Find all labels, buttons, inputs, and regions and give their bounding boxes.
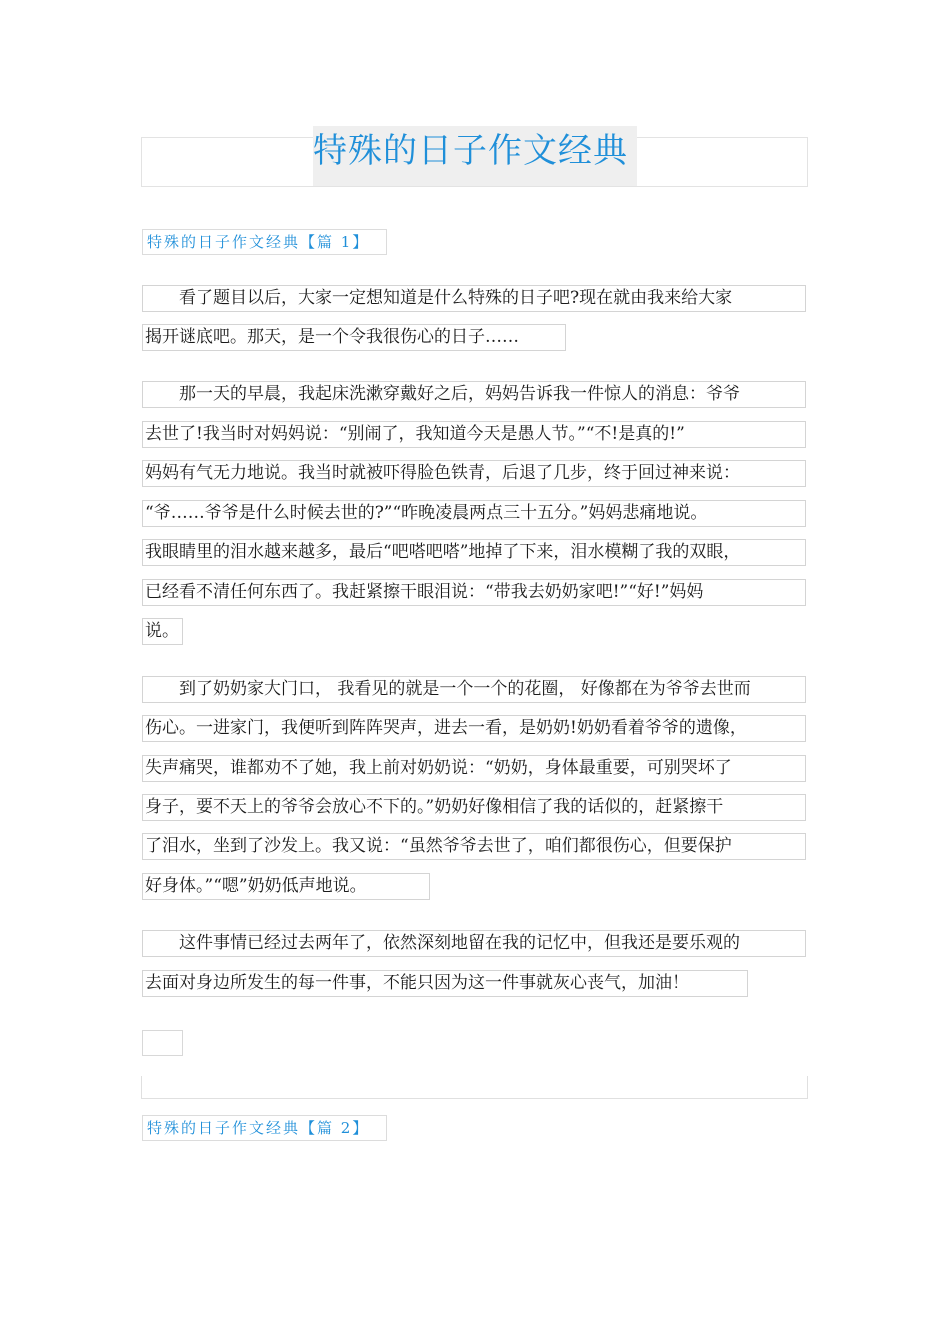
paragraph-1-line-1: 看了题目以后，大家一定想知道是什么特殊的日子吧?现在就由我来给大家	[142, 285, 806, 312]
paragraph-3-line-3: 失声痛哭，谁都劝不了她，我上前对奶奶说：“奶奶，身体最重要，可别哭坏了	[142, 755, 806, 782]
paragraph-3-line-6: 好身体。”“嗯”奶奶低声地说。	[142, 873, 430, 900]
paragraph-2-line-2: 去世了!我当时对妈妈说：“别闹了，我知道今天是愚人节。”“不!是真的!”	[142, 421, 806, 448]
section-heading-1: 特殊的日子作文经典【篇 1】	[142, 229, 387, 255]
empty-line-box	[142, 1030, 183, 1056]
paragraph-2-line-7: 说。	[142, 618, 183, 645]
paragraph-3-line-5: 了泪水，坐到了沙发上。我又说：“虽然爷爷去世了，咱们都很伤心，但要保护	[142, 833, 806, 860]
paragraph-2-line-1: 那一天的早晨，我起床洗漱穿戴好之后，妈妈告诉我一件惊人的消息：爷爷	[142, 381, 806, 408]
paragraph-2-line-5: 我眼睛里的泪水越来越多，最后“吧嗒吧嗒”地掉了下来，泪水模糊了我的双眼，	[142, 539, 806, 566]
paragraph-4-line-2: 去面对身边所发生的每一件事，不能只因为这一件事就灰心丧气，加油！	[142, 970, 748, 997]
paragraph-4-line-1: 这件事情已经过去两年了，依然深刻地留在我的记忆中，但我还是要乐观的	[142, 930, 806, 957]
paragraph-1-line-2: 揭开谜底吧。那天，是一个令我很伤心的日子……	[142, 324, 566, 351]
paragraph-3-line-2: 伤心。一进家门，我便听到阵阵哭声，进去一看，是奶奶!奶奶看着爷爷的遗像，	[142, 715, 806, 742]
paragraph-2-line-6: 已经看不清任何东西了。我赶紧擦干眼泪说：“带我去奶奶家吧!”“好!”妈妈	[142, 579, 806, 606]
document-title: 特殊的日子作文经典	[313, 131, 628, 171]
paragraph-3-line-4: 身子，要不天上的爷爷会放心不下的。”奶奶好像相信了我的话似的，赶紧擦干	[142, 794, 806, 821]
section-divider	[141, 1076, 808, 1099]
paragraph-3-line-1: 到了奶奶家大门口， 我看见的就是一个一个的花圈， 好像都在为爷爷去世而	[142, 676, 806, 703]
paragraph-2-line-3: 妈妈有气无力地说。我当时就被吓得脸色铁青，后退了几步，终于回过神来说：	[142, 460, 806, 487]
section-heading-2: 特殊的日子作文经典【篇 2】	[142, 1115, 387, 1141]
paragraph-2-line-4: “爷……爷爷是什么时候去世的?”“昨晚凌晨两点三十五分。”妈妈悲痛地说。	[142, 500, 806, 527]
